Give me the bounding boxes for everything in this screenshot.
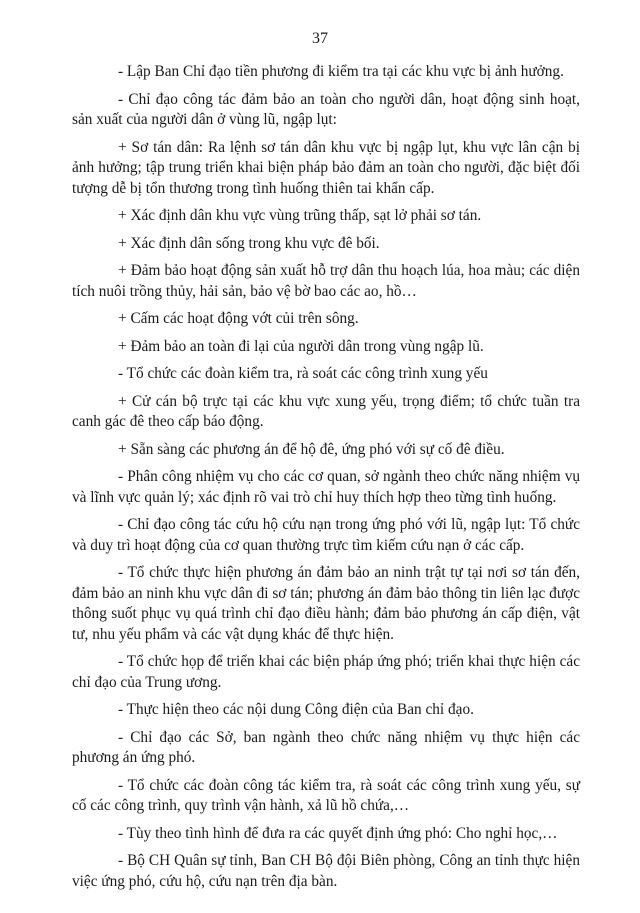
paragraph: + Xác định dân sống trong khu vực đê bối.	[118, 234, 380, 252]
paragraph: + Sẵn sàng các phương án để hộ đê, ứng phó với sự cố đê điều.	[118, 440, 505, 458]
paragraph: - Bộ CH Quân sự tỉnh, Ban CH Bộ đội Biên phòng, Công an tỉnh thực hiện việc ứng phó, cứu hộ, cứu nạn trên địa bàn.	[72, 852, 580, 890]
paragraph: - Tổ chức các đoàn kiểm tra, rà soát các công trình xung yếu	[118, 365, 488, 382]
paragraph: + Sơ tán dân: Ra lệnh sơ tán dân khu vực bị ngập lụt, khu vực lân cận bị ảnh hưởng; tập trung triển khai biện pháp bảo đảm an toàn cho người, đặc biệt đối tượng dễ bị tổn thương trong tình huống thiên tai khẩn cấp.	[72, 138, 580, 197]
paragraph: + Cấm các hoạt động vớt củi trên sông.	[118, 310, 359, 327]
paragraph: + Đảm bảo an toàn đi lại của người dân trong vùng ngập lũ.	[118, 337, 484, 355]
paragraph: - Chỉ đạo công tác cứu hộ cứu nạn trong ứng phó với lũ, ngập lụt: Tổ chức và duy trì hoạt động của cơ quan thường trực tìm kiếm cứu nạn ở các cấp.	[72, 516, 580, 554]
paragraph: - Lập Ban Chỉ đạo tiền phương đi kiểm tra tại các khu vực bị ảnh hưởng.	[118, 63, 564, 80]
paragraph: - Thực hiện theo các nội dung Công điện của Ban chỉ đạo.	[118, 701, 474, 718]
paragraph: - Phân công nhiệm vụ cho các cơ quan, sở ngành theo chức năng nhiệm vụ và lĩnh vực quản lý; xác định rõ vai trò chỉ huy thích hợp theo từng tình huống.	[72, 468, 580, 506]
paragraph: - Tùy theo tình hình để đưa ra các quyết định ứng phó: Cho nghỉ học,…	[118, 824, 558, 842]
paragraph: + Đảm bảo hoạt động sản xuất hỗ trợ dân thu hoạch lúa, hoa màu; các diện tích nuôi trồng thủy, hải sản, bảo vệ bờ bao các ao, hồ…	[72, 262, 580, 300]
paragraph: - Tổ chức các đoàn công tác kiểm tra, rà soát các công trình xung yếu, sự cố các công trình, quy trình vận hành, xả lũ hồ chứa,…	[72, 776, 580, 814]
paragraph: - Tổ chức thực hiện phương án đảm bảo an ninh trật tự tại nơi sơ tán đến, đảm bảo an ninh khu vực dân đi sơ tán; phương án đảm bảo thông tin liên lạc được thông suốt phục vụ quá trình chỉ đạo điều hành; đảm bảo phương án cấp điện, vật tư, nhu yếu phẩm và các vật dụng khác để thực hiện.	[72, 564, 580, 643]
page-number: 37	[312, 30, 328, 47]
paragraph: - Chỉ đạo công tác đảm bảo an toàn cho người dân, hoạt động sinh hoạt, sản xuất của người dân ở vùng lũ, ngập lụt:	[72, 90, 580, 128]
paragraph: - Tổ chức họp để triển khai các biện pháp ứng phó; triển khai thực hiện các chỉ đạo của Trung ương.	[72, 653, 580, 691]
paragraph: + Xác định dân khu vực vùng trũng thấp, sạt lở phải sơ tán.	[118, 207, 482, 224]
paragraph: + Cử cán bộ trực tại các khu vực xung yếu, trọng điểm; tổ chức tuần tra canh gác đê theo cấp báo động.	[72, 392, 580, 430]
paragraph: - Chỉ đạo các Sở, ban ngành theo chức năng nhiệm vụ thực hiện các phương án ứng phó.	[72, 728, 580, 766]
document-body	[72, 62, 580, 899]
